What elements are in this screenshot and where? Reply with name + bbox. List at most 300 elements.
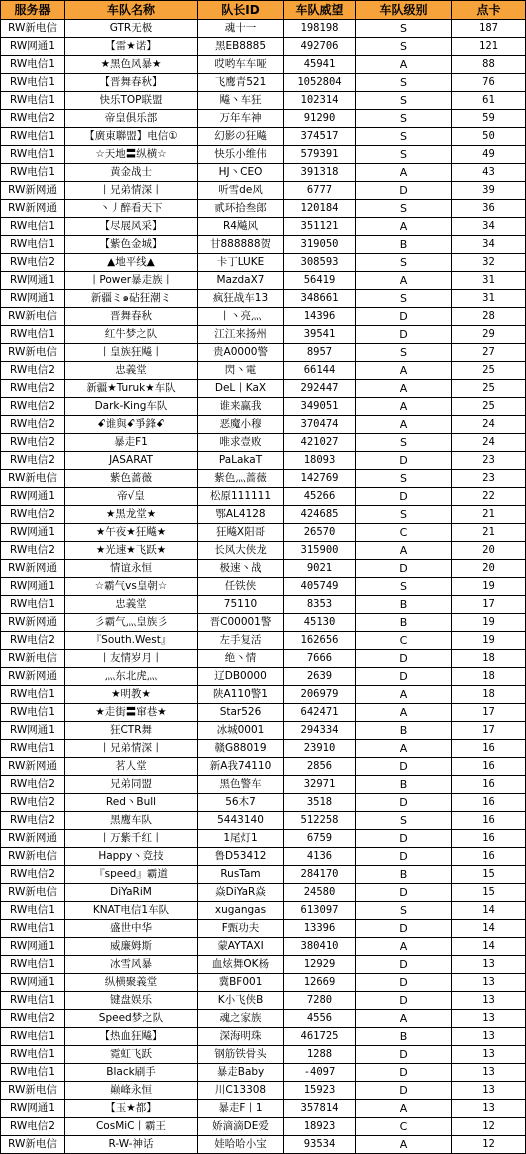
server-cell: RW网通1 bbox=[1, 578, 65, 596]
team-name-cell: ★黑色风暴★ bbox=[65, 56, 198, 74]
leader-id-cell: 江江来扬州 bbox=[198, 326, 284, 344]
table-row bbox=[1, 146, 526, 164]
table-row bbox=[1, 326, 526, 344]
prestige-cell: 357814 bbox=[284, 1100, 356, 1118]
level-cell: S bbox=[356, 20, 452, 38]
level-cell: B bbox=[356, 722, 452, 740]
table-row bbox=[1, 308, 526, 326]
points-cell: 16 bbox=[452, 776, 526, 794]
team-name-cell: ☆霸气vs皇朝☆ bbox=[65, 578, 198, 596]
table-row bbox=[1, 866, 526, 884]
points-cell: 16 bbox=[452, 740, 526, 758]
leader-id-cell: 陕A110警1 bbox=[198, 686, 284, 704]
leader-id-cell: K小飞侠B bbox=[198, 992, 284, 1010]
prestige-cell: 91290 bbox=[284, 110, 356, 128]
prestige-cell: 162656 bbox=[284, 632, 356, 650]
team-name-cell: 【紫色金城】 bbox=[65, 236, 198, 254]
header-row bbox=[1, 1, 526, 20]
table-row bbox=[1, 920, 526, 938]
table-row bbox=[1, 758, 526, 776]
table-row bbox=[1, 740, 526, 758]
level-cell: D bbox=[356, 956, 452, 974]
leader-id-cell: 快乐小维伟 bbox=[198, 146, 284, 164]
leader-id-cell: 哎哟车车哑 bbox=[198, 56, 284, 74]
prestige-cell: 32971 bbox=[284, 776, 356, 794]
prestige-cell: 56419 bbox=[284, 272, 356, 290]
prestige-cell: 4556 bbox=[284, 1010, 356, 1028]
level-cell: D bbox=[356, 650, 452, 668]
server-cell: RW电信2 bbox=[1, 398, 65, 416]
table-row bbox=[1, 596, 526, 614]
points-cell: 20 bbox=[452, 560, 526, 578]
prestige-cell: 9021 bbox=[284, 560, 356, 578]
team-name-cell: Black刷手 bbox=[65, 1064, 198, 1082]
level-cell: A bbox=[356, 272, 452, 290]
points-cell: 16 bbox=[452, 812, 526, 830]
server-cell: RW新电信 bbox=[1, 20, 65, 38]
team-name-cell: 巅峰永恒 bbox=[65, 1082, 198, 1100]
leader-id-cell: 鲁D53412 bbox=[198, 848, 284, 866]
prestige-cell: 308593 bbox=[284, 254, 356, 272]
server-cell: RW电信2 bbox=[1, 452, 65, 470]
points-cell: 16 bbox=[452, 848, 526, 866]
leader-id-cell: F甄功夫 bbox=[198, 920, 284, 938]
server-cell: RW电信1 bbox=[1, 326, 65, 344]
points-cell: 187 bbox=[452, 20, 526, 38]
team-name-cell: KNAT电信1车队 bbox=[65, 902, 198, 920]
prestige-cell: 198198 bbox=[284, 20, 356, 38]
table-row bbox=[1, 650, 526, 668]
team-name-cell: 【热血狂飚】 bbox=[65, 1028, 198, 1046]
level-cell: D bbox=[356, 884, 452, 902]
leader-id-cell: 万年车神 bbox=[198, 110, 284, 128]
points-cell: 36 bbox=[452, 200, 526, 218]
prestige-cell: 1288 bbox=[284, 1046, 356, 1064]
team-name-cell: 冰雪风暴 bbox=[65, 956, 198, 974]
leader-id-cell: 血炫舞OK杨 bbox=[198, 956, 284, 974]
prestige-cell: 4136 bbox=[284, 848, 356, 866]
header-points: 点卡 bbox=[452, 1, 526, 20]
team-name-cell: 【晋舞春秋】 bbox=[65, 74, 198, 92]
team-name-cell: 忠義堂 bbox=[65, 596, 198, 614]
leader-id-cell: 娃哈哈小宝 bbox=[198, 1136, 284, 1154]
points-cell: 39 bbox=[452, 182, 526, 200]
table-row bbox=[1, 434, 526, 452]
table-row bbox=[1, 380, 526, 398]
header-leader-id: 队长ID bbox=[198, 1, 284, 20]
leader-id-cell: 卡丁LUKE bbox=[198, 254, 284, 272]
leader-id-cell: 暴走Baby bbox=[198, 1064, 284, 1082]
level-cell: D bbox=[356, 308, 452, 326]
points-cell: 16 bbox=[452, 794, 526, 812]
prestige-cell: 2856 bbox=[284, 758, 356, 776]
level-cell: A bbox=[356, 416, 452, 434]
leader-id-cell: 鄂AL4128 bbox=[198, 506, 284, 524]
points-cell: 43 bbox=[452, 164, 526, 182]
level-cell: D bbox=[356, 848, 452, 866]
team-name-cell: 忠義堂 bbox=[65, 362, 198, 380]
header-server: 服务器 bbox=[1, 1, 65, 20]
leader-id-cell: 蒙AYTAXI bbox=[198, 938, 284, 956]
level-cell: A bbox=[356, 1010, 452, 1028]
leader-id-cell: 75110 bbox=[198, 596, 284, 614]
level-cell: D bbox=[356, 452, 452, 470]
prestige-cell: 39541 bbox=[284, 326, 356, 344]
table-row bbox=[1, 1010, 526, 1028]
points-cell: 31 bbox=[452, 272, 526, 290]
team-name-cell: 红牛梦之队 bbox=[65, 326, 198, 344]
leader-id-cell: R4飚风 bbox=[198, 218, 284, 236]
leader-id-cell: 赣G88019 bbox=[198, 740, 284, 758]
level-cell: A bbox=[356, 56, 452, 74]
server-cell: RW新电信 bbox=[1, 650, 65, 668]
points-cell: 17 bbox=[452, 596, 526, 614]
server-cell: RW新电信 bbox=[1, 1136, 65, 1154]
points-cell: 21 bbox=[452, 506, 526, 524]
team-name-cell: Dark-King车队 bbox=[65, 398, 198, 416]
server-cell: RW新网通 bbox=[1, 668, 65, 686]
team-name-cell: ★明教★ bbox=[65, 686, 198, 704]
team-name-cell: 霓虹飞跃 bbox=[65, 1046, 198, 1064]
prestige-cell: 14396 bbox=[284, 308, 356, 326]
prestige-cell: 93534 bbox=[284, 1136, 356, 1154]
points-cell: 18 bbox=[452, 650, 526, 668]
server-cell: RW新电信 bbox=[1, 848, 65, 866]
prestige-cell: 8957 bbox=[284, 344, 356, 362]
table-row bbox=[1, 344, 526, 362]
prestige-cell: 66144 bbox=[284, 362, 356, 380]
leader-id-cell: 恶魔小穆 bbox=[198, 416, 284, 434]
team-name-cell: 【雷★诺】 bbox=[65, 38, 198, 56]
team-name-cell: 丨兄弟情深丨 bbox=[65, 182, 198, 200]
server-cell: RW电信2 bbox=[1, 1118, 65, 1136]
points-cell: 49 bbox=[452, 146, 526, 164]
level-cell: S bbox=[356, 434, 452, 452]
prestige-cell: 492706 bbox=[284, 38, 356, 56]
prestige-cell: -4097 bbox=[284, 1064, 356, 1082]
table-row bbox=[1, 776, 526, 794]
server-cell: RW电信1 bbox=[1, 740, 65, 758]
server-cell: RW电信1 bbox=[1, 128, 65, 146]
table-row bbox=[1, 956, 526, 974]
table-row bbox=[1, 110, 526, 128]
level-cell: B bbox=[356, 1028, 452, 1046]
team-name-cell: ★走街〓窜巷★ bbox=[65, 704, 198, 722]
team-name-cell: 新疆★Turuk★车队 bbox=[65, 380, 198, 398]
team-name-cell: 兄弟同盟 bbox=[65, 776, 198, 794]
server-cell: RW电信1 bbox=[1, 236, 65, 254]
leader-id-cell: 甘888888贺 bbox=[198, 236, 284, 254]
leader-id-cell: 丨丶亮灬 bbox=[198, 308, 284, 326]
table-row bbox=[1, 272, 526, 290]
team-name-cell: 紫色蔷薇 bbox=[65, 470, 198, 488]
points-cell: 13 bbox=[452, 1100, 526, 1118]
points-cell: 61 bbox=[452, 92, 526, 110]
leader-id-cell: 川C13308 bbox=[198, 1082, 284, 1100]
table-body bbox=[1, 20, 526, 1154]
level-cell: D bbox=[356, 758, 452, 776]
server-cell: RW电信1 bbox=[1, 92, 65, 110]
leader-id-cell: 听雪de风 bbox=[198, 182, 284, 200]
server-cell: RW电信1 bbox=[1, 956, 65, 974]
table-row bbox=[1, 1046, 526, 1064]
level-cell: A bbox=[356, 1136, 452, 1154]
level-cell: D bbox=[356, 974, 452, 992]
prestige-cell: 391318 bbox=[284, 164, 356, 182]
level-cell: B bbox=[356, 596, 452, 614]
points-cell: 121 bbox=[452, 38, 526, 56]
table-row bbox=[1, 74, 526, 92]
team-name-cell: 丨皇族狂飚丨 bbox=[65, 344, 198, 362]
table-row bbox=[1, 542, 526, 560]
team-name-cell: 丨友情岁月丨 bbox=[65, 650, 198, 668]
table-row bbox=[1, 1064, 526, 1082]
server-cell: RW电信1 bbox=[1, 1064, 65, 1082]
prestige-cell: 613097 bbox=[284, 902, 356, 920]
points-cell: 15 bbox=[452, 884, 526, 902]
server-cell: RW网通1 bbox=[1, 1100, 65, 1118]
prestige-cell: 45941 bbox=[284, 56, 356, 74]
leader-id-cell: 唯求壹败 bbox=[198, 434, 284, 452]
leader-id-cell: 辽DB0000 bbox=[198, 668, 284, 686]
level-cell: A bbox=[356, 164, 452, 182]
leader-id-cell: 贰环拾叁郎 bbox=[198, 200, 284, 218]
prestige-cell: 642471 bbox=[284, 704, 356, 722]
leader-id-cell: 谁来赢我 bbox=[198, 398, 284, 416]
team-name-cell: 帝皇俱乐部 bbox=[65, 110, 198, 128]
table-row bbox=[1, 200, 526, 218]
table-row bbox=[1, 686, 526, 704]
level-cell: B bbox=[356, 866, 452, 884]
team-name-cell: 晋舞春秋 bbox=[65, 308, 198, 326]
team-name-cell: 黄金战士 bbox=[65, 164, 198, 182]
server-cell: RW电信2 bbox=[1, 776, 65, 794]
leader-id-cell: MazdaX7 bbox=[198, 272, 284, 290]
leader-id-cell: 娇滴滴DE爱 bbox=[198, 1118, 284, 1136]
level-cell: D bbox=[356, 182, 452, 200]
level-cell: S bbox=[356, 146, 452, 164]
points-cell: 12 bbox=[452, 1118, 526, 1136]
leader-id-cell: 绝丶情 bbox=[198, 650, 284, 668]
leader-id-cell: 焱DiYaR焱 bbox=[198, 884, 284, 902]
team-name-cell: ꗃ谁與ꗃ爭鋒ꗃ bbox=[65, 416, 198, 434]
level-cell: A bbox=[356, 218, 452, 236]
points-cell: 15 bbox=[452, 866, 526, 884]
level-cell: A bbox=[356, 398, 452, 416]
leader-id-cell: 长风大侠龙 bbox=[198, 542, 284, 560]
team-name-cell: 快乐TOP联盟 bbox=[65, 92, 198, 110]
table-row bbox=[1, 164, 526, 182]
points-cell: 29 bbox=[452, 326, 526, 344]
prestige-cell: 512258 bbox=[284, 812, 356, 830]
team-name-cell: JASARAT bbox=[65, 452, 198, 470]
leader-id-cell: 疯狂战车13 bbox=[198, 290, 284, 308]
leader-id-cell: 深海明珠 bbox=[198, 1028, 284, 1046]
server-cell: RW电信1 bbox=[1, 596, 65, 614]
level-cell: D bbox=[356, 992, 452, 1010]
points-cell: 50 bbox=[452, 128, 526, 146]
team-name-cell: 丶丿醉看天下 bbox=[65, 200, 198, 218]
team-name-cell: GTR无极 bbox=[65, 20, 198, 38]
prestige-cell: 348661 bbox=[284, 290, 356, 308]
level-cell: D bbox=[356, 668, 452, 686]
server-cell: RW电信1 bbox=[1, 704, 65, 722]
server-cell: RW电信2 bbox=[1, 794, 65, 812]
leader-id-cell: 56木7 bbox=[198, 794, 284, 812]
prestige-cell: 18923 bbox=[284, 1118, 356, 1136]
table-row bbox=[1, 560, 526, 578]
team-name-cell: 丨万紫千红丨 bbox=[65, 830, 198, 848]
points-cell: 12 bbox=[452, 1136, 526, 1154]
level-cell: S bbox=[356, 92, 452, 110]
leader-id-cell: PaLakaT bbox=[198, 452, 284, 470]
team-name-cell: 『speed』霸道 bbox=[65, 866, 198, 884]
leader-id-cell: 幻影の狂飚 bbox=[198, 128, 284, 146]
level-cell: S bbox=[356, 38, 452, 56]
table-row bbox=[1, 1028, 526, 1046]
team-name-cell: DiYaRiM bbox=[65, 884, 198, 902]
team-name-cell: 帝√皇 bbox=[65, 488, 198, 506]
points-cell: 25 bbox=[452, 380, 526, 398]
prestige-cell: 319050 bbox=[284, 236, 356, 254]
points-cell: 22 bbox=[452, 488, 526, 506]
table-row bbox=[1, 578, 526, 596]
team-name-cell: 丨Power暴走族丨 bbox=[65, 272, 198, 290]
points-cell: 25 bbox=[452, 398, 526, 416]
team-name-cell: 盛世中华 bbox=[65, 920, 198, 938]
points-cell: 16 bbox=[452, 758, 526, 776]
server-cell: RW网通1 bbox=[1, 524, 65, 542]
level-cell: S bbox=[356, 506, 452, 524]
team-name-cell: 【尽展风采】 bbox=[65, 218, 198, 236]
server-cell: RW电信1 bbox=[1, 686, 65, 704]
points-cell: 21 bbox=[452, 524, 526, 542]
points-cell: 13 bbox=[452, 1046, 526, 1064]
leader-id-cell: 钢筋铁骨头 bbox=[198, 1046, 284, 1064]
server-cell: RW新网通 bbox=[1, 560, 65, 578]
server-cell: RW电信2 bbox=[1, 812, 65, 830]
team-name-cell: 丨兄弟情深丨 bbox=[65, 740, 198, 758]
server-cell: RW网通1 bbox=[1, 38, 65, 56]
server-cell: RW电信2 bbox=[1, 434, 65, 452]
table-row bbox=[1, 470, 526, 488]
prestige-cell: 370474 bbox=[284, 416, 356, 434]
table-row bbox=[1, 362, 526, 380]
table-row bbox=[1, 1136, 526, 1154]
level-cell: D bbox=[356, 920, 452, 938]
leader-id-cell: 左手复活 bbox=[198, 632, 284, 650]
team-name-cell: 新疆ミ๑砧狂潮ミ bbox=[65, 290, 198, 308]
points-cell: 14 bbox=[452, 920, 526, 938]
table-row bbox=[1, 794, 526, 812]
prestige-cell: 351121 bbox=[284, 218, 356, 236]
level-cell: A bbox=[356, 704, 452, 722]
table-row bbox=[1, 56, 526, 74]
table-row bbox=[1, 668, 526, 686]
table-row bbox=[1, 1082, 526, 1100]
table-row bbox=[1, 182, 526, 200]
prestige-cell: 6759 bbox=[284, 830, 356, 848]
prestige-cell: 18093 bbox=[284, 452, 356, 470]
level-cell: D bbox=[356, 560, 452, 578]
points-cell: 24 bbox=[452, 434, 526, 452]
prestige-cell: 424685 bbox=[284, 506, 356, 524]
team-name-cell: ★午夜★狂飚★ bbox=[65, 524, 198, 542]
leader-id-cell: 魂十一 bbox=[198, 20, 284, 38]
points-cell: 13 bbox=[452, 1064, 526, 1082]
table-row bbox=[1, 704, 526, 722]
team-name-cell: 键盘娱乐 bbox=[65, 992, 198, 1010]
server-cell: RW电信1 bbox=[1, 74, 65, 92]
points-cell: 17 bbox=[452, 704, 526, 722]
leader-id-cell: 晋C00001警 bbox=[198, 614, 284, 632]
server-cell: RW新网通 bbox=[1, 182, 65, 200]
points-cell: 18 bbox=[452, 686, 526, 704]
server-cell: RW新电信 bbox=[1, 884, 65, 902]
server-cell: RW网通1 bbox=[1, 938, 65, 956]
leader-id-cell: xugangas bbox=[198, 902, 284, 920]
server-cell: RW网通1 bbox=[1, 974, 65, 992]
level-cell: A bbox=[356, 686, 452, 704]
level-cell: C bbox=[356, 632, 452, 650]
points-cell: 20 bbox=[452, 542, 526, 560]
table-row bbox=[1, 524, 526, 542]
level-cell: A bbox=[356, 362, 452, 380]
points-cell: 32 bbox=[452, 254, 526, 272]
level-cell: A bbox=[356, 380, 452, 398]
server-cell: RW电信1 bbox=[1, 218, 65, 236]
server-cell: RW网通1 bbox=[1, 290, 65, 308]
server-cell: RW电信1 bbox=[1, 902, 65, 920]
leader-id-cell: DeL丨KaX bbox=[198, 380, 284, 398]
prestige-cell: 15923 bbox=[284, 1082, 356, 1100]
table-row bbox=[1, 974, 526, 992]
leader-id-cell: RusTam bbox=[198, 866, 284, 884]
level-cell: D bbox=[356, 1064, 452, 1082]
points-cell: 16 bbox=[452, 830, 526, 848]
team-name-cell: Red丶Bull bbox=[65, 794, 198, 812]
points-cell: 59 bbox=[452, 110, 526, 128]
prestige-cell: 13396 bbox=[284, 920, 356, 938]
server-cell: RW电信1 bbox=[1, 992, 65, 1010]
prestige-cell: 8353 bbox=[284, 596, 356, 614]
prestige-cell: 12929 bbox=[284, 956, 356, 974]
prestige-cell: 405749 bbox=[284, 578, 356, 596]
team-name-cell: 【廣東聯盟】电信① bbox=[65, 128, 198, 146]
team-name-cell: ▲地平线▲ bbox=[65, 254, 198, 272]
table-row bbox=[1, 992, 526, 1010]
points-cell: 14 bbox=[452, 938, 526, 956]
leader-id-cell: 任铁侠 bbox=[198, 578, 284, 596]
team-name-cell: 黑鹰车队 bbox=[65, 812, 198, 830]
prestige-cell: 421027 bbox=[284, 434, 356, 452]
table-row bbox=[1, 254, 526, 272]
team-name-cell: 灬东北虎灬 bbox=[65, 668, 198, 686]
points-cell: 13 bbox=[452, 1082, 526, 1100]
points-cell: 19 bbox=[452, 578, 526, 596]
server-cell: RW电信1 bbox=[1, 1028, 65, 1046]
leader-id-cell: 魂之家族 bbox=[198, 1010, 284, 1028]
points-cell: 19 bbox=[452, 632, 526, 650]
leader-id-cell: 黑色警车 bbox=[198, 776, 284, 794]
leader-id-cell: 贵A0000警 bbox=[198, 344, 284, 362]
team-name-cell: 彡霸气灬皇族彡 bbox=[65, 614, 198, 632]
table-row bbox=[1, 632, 526, 650]
table-row bbox=[1, 416, 526, 434]
level-cell: B bbox=[356, 614, 452, 632]
team-name-cell: Happy丶竞技 bbox=[65, 848, 198, 866]
prestige-cell: 294334 bbox=[284, 722, 356, 740]
